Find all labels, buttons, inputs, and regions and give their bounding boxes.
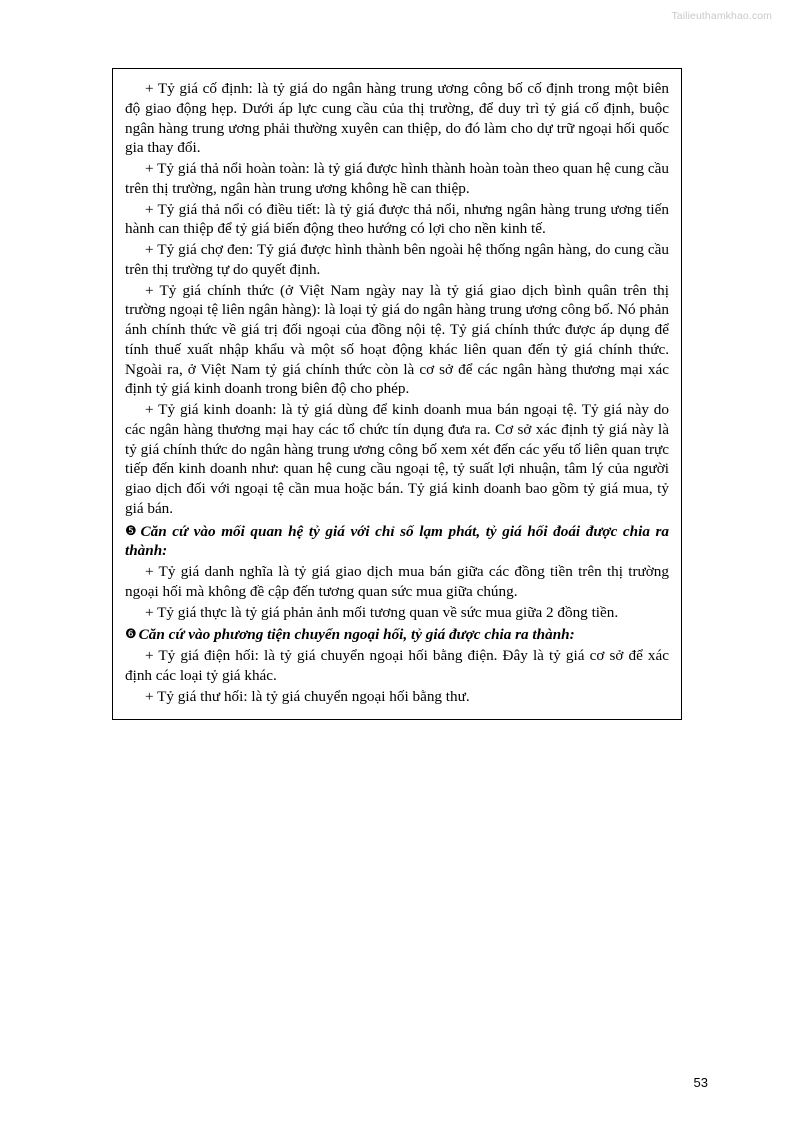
paragraph: + Tỷ giá thư hối: là tỷ giá chuyển ngoại hối bằng thư.	[145, 687, 470, 705]
section-heading-text: Căn cứ vào mối quan hệ tỷ giá với chỉ số lạm phát, tỷ giá hối đoái được chia ra thành:	[125, 522, 670, 560]
paragraph: + Tỷ giá thả nổi hoàn toàn: là tỷ giá được hình thành hoàn toàn theo quan hệ cung cầu trên thị trường, ngân hàn trung ương không hề can thiệp.	[125, 160, 669, 197]
paragraph: + Tỷ giá danh nghĩa là tỷ giá giao dịch mua bán giữa các đồng tiền trên thị trường ngoại hối mà không đề cập đến tương quan sức mua giữa chúng.	[125, 563, 669, 600]
paragraph: + Tỷ giá kinh doanh: là tỷ giá dùng để kinh doanh mua bán ngoại tệ. Tỷ giá này do các ngân hàng thương mại hay các tổ chức tín dụng đưa ra. Cơ sở xác định tỷ giá này là tỷ giá chính thức do ngân hàng trung ương công bố xem xét đến các yếu tố liên quan trực tiếp đến kinh doanh như: quan hệ cung cầu ngoại tệ, tỷ suất lợi nhuận, tâm lý của người giao dịch đối với ngoại tệ cần mua hoặc bán. Tỷ giá kinh doanh bao gồm tỷ giá mua, tỷ giá bán.	[125, 401, 669, 517]
paragraph: + Tỷ giá thả nổi có điều tiết: là tỷ giá được thả nổi, nhưng ngân hàng trung ương tiến hành can thiệp để tỷ giá biến động theo hướng có lợi cho nền kinh tế.	[125, 200, 669, 238]
section-heading	[125, 625, 669, 645]
paragraph: + Tỷ giá thực là tỷ giá phản ảnh mối tương quan về sức mua giữa 2 đồng tiền.	[145, 603, 619, 621]
watermark-text: Tailieuthamkhao.com	[671, 10, 772, 22]
paragraph: + Tỷ giá chính thức (ở Việt Nam ngày nay là tỷ giá giao dịch bình quân trên thị trường ngoại tệ liên ngân hàng): là loại tỷ giá do ngân hàng trung ương công bố. Nó phản ánh chính thức về giá trị đối ngoại của đồng nội tệ. Tỷ giá chính thức được áp dụng để tính thuế xuất nhập khẩu và một số hoạt động khác liên quan đến tỷ giá chính thức. Ngoài ra, ở Việt Nam tỷ giá chính thức còn là cơ sở để các ngân hàng thương mại xác định tỷ giá kinh doanh trong biên độ cho phép.	[125, 281, 669, 398]
section-heading	[125, 522, 669, 562]
paragraph: + Tỷ giá cố định: là tỷ giá do ngân hàng trung ương công bố cố định trong một biên độ giao động hẹp. Dưới áp lực cung cầu của thị trường, để duy trì tỷ giá cố định, buộc ngân hàng trung ương phải thường xuyên can thiệp, do đó làm cho dự trữ ngoại hối quốc gia thay đổi.	[125, 80, 669, 157]
bullet-marker-6: ❻	[125, 626, 137, 642]
paragraph: + Tỷ giá điện hối: là tỷ giá chuyển ngoại hối bằng điện. Đây là tỷ giá cơ sở để xác định các loại tỷ giá khác.	[125, 647, 669, 684]
paragraph: + Tỷ giá chợ đen: Tỷ giá được hình thành bên ngoài hệ thống ngân hàng, do cung cầu trên thị trường tự do quyết định.	[125, 241, 669, 278]
page-number: 53	[693, 1075, 708, 1090]
bullet-marker-5: ❺	[125, 522, 139, 538]
section-heading-text: Căn cứ vào phương tiện chuyển ngoại hối, tỷ giá được chia ra thành:	[138, 626, 575, 644]
text-content-box	[112, 68, 682, 720]
